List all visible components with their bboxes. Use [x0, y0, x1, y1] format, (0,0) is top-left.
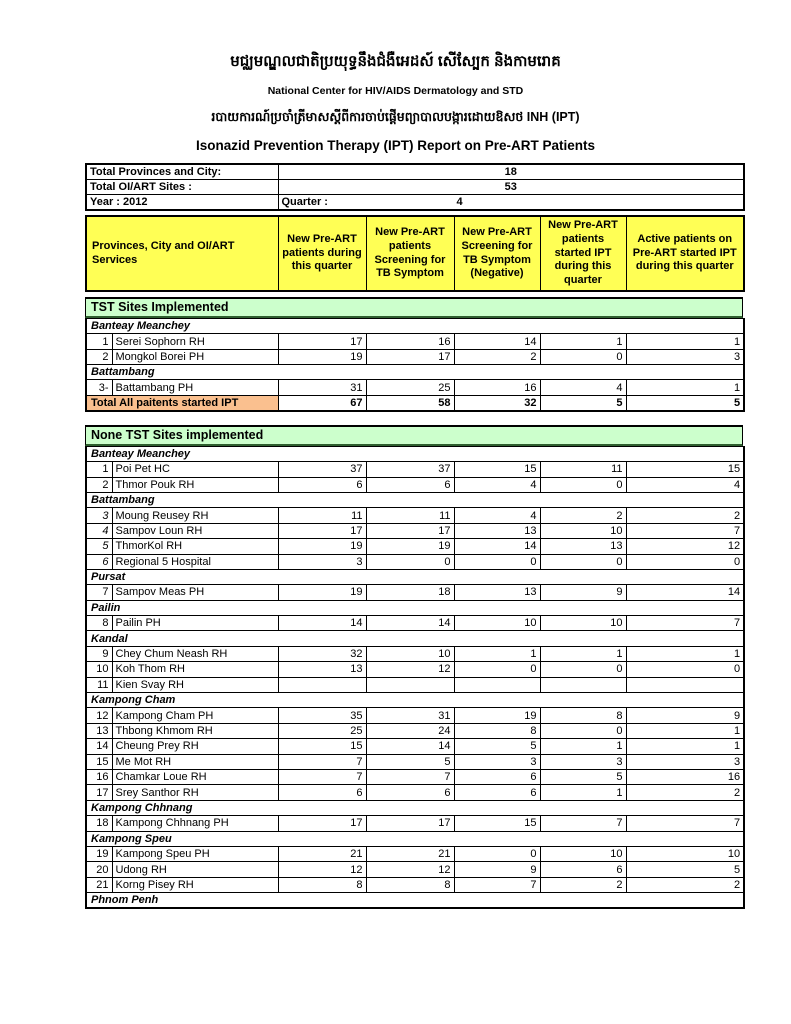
value-cell: 9 — [454, 862, 540, 877]
value-cell: 3 — [540, 754, 626, 769]
value-cell: 18 — [366, 585, 454, 600]
value-cell: 21 — [278, 846, 366, 861]
total-label: Total All paitents started IPT — [86, 395, 278, 410]
report-title-en: Isonazid Prevention Therapy (IPT) Report on Pre-ART Patients — [195, 138, 596, 153]
site-name: Thmor Pouk RH — [112, 477, 278, 492]
site-number: 7 — [86, 585, 112, 600]
value-cell: 14 — [626, 585, 744, 600]
site-name: Mongkol Borei PH — [112, 349, 278, 364]
site-row — [86, 862, 744, 877]
site-number: 10 — [86, 662, 112, 677]
value-cell: 16 — [366, 334, 454, 349]
province-name: Banteay Meanchey — [86, 446, 744, 461]
col-header-started-ipt: New Pre-ART patients started IPT during this quarter — [540, 216, 626, 291]
meta-row-provinces — [86, 164, 744, 179]
value-cell: 25 — [278, 723, 366, 738]
site-row — [86, 739, 744, 754]
site-name: Sampov Meas PH — [112, 585, 278, 600]
value-cell: 0 — [540, 723, 626, 738]
value-cell — [366, 677, 454, 692]
site-name: Kien Svay RH — [112, 677, 278, 692]
value-cell: 32 — [278, 646, 366, 661]
value-cell: 6 — [278, 477, 366, 492]
site-row — [86, 816, 744, 831]
section-table — [85, 446, 745, 909]
value-cell: 1 — [626, 739, 744, 754]
site-number: 2 — [86, 349, 112, 364]
value-cell: 7 — [366, 769, 454, 784]
site-name: Chey Chum Neash RH — [112, 646, 278, 661]
province-row — [86, 693, 744, 708]
site-number: 14 — [86, 739, 112, 754]
province-name: Kampong Cham — [86, 693, 744, 708]
value-cell: 1 — [540, 785, 626, 800]
total-sites-value: 53 — [278, 179, 744, 194]
value-cell: 12 — [626, 539, 744, 554]
province-row — [86, 631, 744, 646]
site-name: Korng Pisey RH — [112, 877, 278, 892]
province-name: Battambang — [86, 365, 744, 380]
report-content — [85, 163, 743, 909]
site-number: 8 — [86, 616, 112, 631]
total-provinces-label: Total Provinces and City: — [86, 164, 278, 179]
report-section — [85, 297, 743, 412]
value-cell: 0 — [540, 554, 626, 569]
site-number: 3- — [86, 380, 112, 395]
value-cell: 1 — [626, 723, 744, 738]
site-row — [86, 723, 744, 738]
site-row — [86, 462, 744, 477]
value-cell: 8 — [366, 877, 454, 892]
site-row — [86, 585, 744, 600]
site-name: Moung Reusey RH — [112, 508, 278, 523]
site-name: Poi Pet HC — [112, 462, 278, 477]
value-cell: 8 — [540, 708, 626, 723]
site-number: 3 — [86, 508, 112, 523]
spacer — [85, 412, 743, 425]
value-cell: 14 — [454, 334, 540, 349]
value-cell: 7 — [278, 769, 366, 784]
site-name: Regional 5 Hospital — [112, 554, 278, 569]
site-name: Koh Thom RH — [112, 662, 278, 677]
site-number: 17 — [86, 785, 112, 800]
province-row — [86, 318, 744, 333]
value-cell: 0 — [626, 662, 744, 677]
value-cell: 1 — [540, 334, 626, 349]
value-cell: 2 — [540, 508, 626, 523]
value-cell: 16 — [454, 380, 540, 395]
value-cell: 0 — [454, 662, 540, 677]
value-cell: 9 — [626, 708, 744, 723]
meta-row-sites — [86, 179, 744, 194]
value-cell: 10 — [626, 846, 744, 861]
value-cell: 12 — [278, 862, 366, 877]
total-provinces-value: 18 — [278, 164, 744, 179]
site-row — [86, 677, 744, 692]
section-table — [85, 318, 745, 412]
value-cell — [278, 677, 366, 692]
col-header-active-ipt: Active patients on Pre-ART started IPT during this quarter — [626, 216, 744, 291]
quarter-value: 4 — [456, 196, 463, 209]
value-cell: 10 — [454, 616, 540, 631]
total-value-cell: 32 — [454, 395, 540, 410]
site-name: Kampong Cham PH — [112, 708, 278, 723]
site-row — [86, 349, 744, 364]
site-name: Cheung Prey RH — [112, 739, 278, 754]
value-cell: 4 — [454, 477, 540, 492]
value-cell: 0 — [540, 477, 626, 492]
value-cell: 17 — [366, 349, 454, 364]
value-cell: 13 — [540, 539, 626, 554]
khmer-subtitle: របាយការណ៍ប្រចាំត្រីមាសស្តីពីការចាប់ផ្តើមព្យាបាលបង្ការដោយឱសថ INH (IPT) — [211, 110, 580, 124]
province-row — [86, 800, 744, 815]
value-cell: 12 — [366, 662, 454, 677]
value-cell: 0 — [454, 846, 540, 861]
value-cell — [540, 677, 626, 692]
value-cell: 14 — [454, 539, 540, 554]
value-cell: 17 — [278, 523, 366, 538]
site-number: 21 — [86, 877, 112, 892]
value-cell: 10 — [540, 846, 626, 861]
report-header — [0, 0, 791, 153]
site-row — [86, 334, 744, 349]
site-number: 13 — [86, 723, 112, 738]
value-cell: 37 — [278, 462, 366, 477]
value-cell: 7 — [626, 816, 744, 831]
value-cell: 1 — [626, 334, 744, 349]
value-cell: 7 — [626, 616, 744, 631]
value-cell — [454, 677, 540, 692]
site-number: 9 — [86, 646, 112, 661]
site-number: 5 — [86, 539, 112, 554]
value-cell: 0 — [454, 554, 540, 569]
value-cell: 10 — [540, 523, 626, 538]
site-number: 19 — [86, 846, 112, 861]
value-cell: 11 — [278, 508, 366, 523]
site-row — [86, 477, 744, 492]
value-cell: 9 — [540, 585, 626, 600]
value-cell: 25 — [366, 380, 454, 395]
value-cell: 1 — [540, 739, 626, 754]
value-cell: 0 — [540, 662, 626, 677]
value-cell: 13 — [454, 585, 540, 600]
site-row — [86, 662, 744, 677]
province-row — [86, 893, 744, 908]
site-row — [86, 539, 744, 554]
value-cell: 19 — [454, 708, 540, 723]
col-header-screening-negative: New Pre-ART Screening for TB Symptom (Negative) — [454, 216, 540, 291]
value-cell: 16 — [626, 769, 744, 784]
value-cell: 7 — [278, 754, 366, 769]
site-number: 4 — [86, 523, 112, 538]
site-row — [86, 785, 744, 800]
site-row — [86, 754, 744, 769]
value-cell: 14 — [366, 739, 454, 754]
site-row — [86, 708, 744, 723]
value-cell: 10 — [366, 646, 454, 661]
total-value-cell: 5 — [540, 395, 626, 410]
value-cell: 13 — [454, 523, 540, 538]
value-cell: 2 — [626, 877, 744, 892]
site-row — [86, 769, 744, 784]
value-cell: 37 — [366, 462, 454, 477]
site-name: Kampong Chhnang PH — [112, 816, 278, 831]
site-number: 20 — [86, 862, 112, 877]
report-sections — [85, 297, 743, 909]
value-cell: 6 — [366, 477, 454, 492]
site-name: Me Mot RH — [112, 754, 278, 769]
value-cell: 19 — [278, 585, 366, 600]
value-cell: 8 — [278, 877, 366, 892]
value-cell: 2 — [454, 349, 540, 364]
value-cell: 17 — [278, 334, 366, 349]
site-number: 11 — [86, 677, 112, 692]
value-cell: 15 — [454, 816, 540, 831]
site-row — [86, 554, 744, 569]
site-number: 15 — [86, 754, 112, 769]
province-row — [86, 446, 744, 461]
value-cell: 7 — [626, 523, 744, 538]
province-name: Pursat — [86, 569, 744, 584]
value-cell: 0 — [366, 554, 454, 569]
value-cell: 12 — [366, 862, 454, 877]
value-cell: 5 — [540, 769, 626, 784]
site-name: Sampov Loun RH — [112, 523, 278, 538]
value-cell: 31 — [366, 708, 454, 723]
value-cell: 7 — [540, 816, 626, 831]
value-cell: 31 — [278, 380, 366, 395]
value-cell: 35 — [278, 708, 366, 723]
value-cell: 5 — [454, 739, 540, 754]
province-row — [86, 492, 744, 507]
site-name: Serei Sophorn RH — [112, 334, 278, 349]
quarter-cell — [278, 195, 744, 210]
value-cell: 5 — [626, 862, 744, 877]
province-row — [86, 365, 744, 380]
value-cell: 2 — [540, 877, 626, 892]
site-name: Pailin PH — [112, 616, 278, 631]
value-cell: 7 — [454, 877, 540, 892]
site-row — [86, 523, 744, 538]
value-cell: 19 — [278, 539, 366, 554]
province-name: Pailin — [86, 600, 744, 615]
province-row — [86, 831, 744, 846]
site-row — [86, 380, 744, 395]
value-cell: 6 — [278, 785, 366, 800]
col-header-new-preart: New Pre-ART patients during this quarter — [278, 216, 366, 291]
value-cell: 15 — [278, 739, 366, 754]
site-name: Thbong Khmom RH — [112, 723, 278, 738]
quarter-label: Quarter : — [281, 196, 328, 209]
site-number: 1 — [86, 462, 112, 477]
site-row — [86, 646, 744, 661]
value-cell: 0 — [540, 349, 626, 364]
value-cell: 15 — [454, 462, 540, 477]
value-cell — [626, 677, 744, 692]
report-section — [85, 425, 743, 909]
value-cell: 14 — [366, 616, 454, 631]
province-row — [86, 600, 744, 615]
province-row — [86, 569, 744, 584]
meta-table — [85, 163, 745, 211]
column-header-table — [85, 215, 745, 292]
value-cell: 24 — [366, 723, 454, 738]
value-cell: 2 — [626, 785, 744, 800]
org-name-en: National Center for HIV/AIDS Dermatology and STD — [267, 85, 524, 97]
value-cell: 4 — [540, 380, 626, 395]
value-cell: 17 — [366, 816, 454, 831]
value-cell: 5 — [366, 754, 454, 769]
value-cell: 15 — [626, 462, 744, 477]
value-cell: 3 — [278, 554, 366, 569]
province-name: Phnom Penh — [86, 893, 744, 908]
khmer-title: មជ្ឈមណ្ឌលជាតិប្រយុទ្ធនឹងជំងឺអេដស៍ សើស្បែក និងកាមរោគ — [230, 53, 561, 70]
site-name: Battambang PH — [112, 380, 278, 395]
value-cell: 6 — [454, 785, 540, 800]
province-name: Kampong Chhnang — [86, 800, 744, 815]
site-number: 16 — [86, 769, 112, 784]
province-name: Banteay Meanchey — [86, 318, 744, 333]
total-sites-label: Total OI/ART Sites : — [86, 179, 278, 194]
value-cell: 3 — [626, 349, 744, 364]
value-cell: 19 — [366, 539, 454, 554]
value-cell: 17 — [278, 816, 366, 831]
value-cell: 1 — [626, 646, 744, 661]
column-header-row — [86, 216, 744, 291]
value-cell: 8 — [454, 723, 540, 738]
col-header-services: Provinces, City and OI/ART Services — [86, 216, 278, 291]
value-cell: 1 — [626, 380, 744, 395]
year-label: Year : 2012 — [86, 195, 278, 210]
site-name: Kampong Speu PH — [112, 846, 278, 861]
section-title: None TST Sites implemented — [85, 425, 743, 446]
total-value-cell: 5 — [626, 395, 744, 410]
site-number: 18 — [86, 816, 112, 831]
total-value-cell: 67 — [278, 395, 366, 410]
site-row — [86, 846, 744, 861]
value-cell: 14 — [278, 616, 366, 631]
value-cell: 3 — [454, 754, 540, 769]
value-cell: 11 — [366, 508, 454, 523]
site-name: Udong RH — [112, 862, 278, 877]
site-row — [86, 877, 744, 892]
value-cell: 21 — [366, 846, 454, 861]
value-cell: 6 — [454, 769, 540, 784]
province-name: Kandal — [86, 631, 744, 646]
col-header-screening: New Pre-ART patients Screening for TB Symptom — [366, 216, 454, 291]
value-cell: 1 — [540, 646, 626, 661]
meta-row-year-quarter — [86, 195, 744, 210]
value-cell: 1 — [454, 646, 540, 661]
province-name: Battambang — [86, 492, 744, 507]
value-cell: 6 — [366, 785, 454, 800]
site-row — [86, 616, 744, 631]
total-row — [86, 395, 744, 410]
value-cell: 4 — [454, 508, 540, 523]
total-value-cell: 58 — [366, 395, 454, 410]
value-cell: 4 — [626, 477, 744, 492]
value-cell: 2 — [626, 508, 744, 523]
site-row — [86, 508, 744, 523]
value-cell: 6 — [540, 862, 626, 877]
value-cell: 11 — [540, 462, 626, 477]
site-number: 2 — [86, 477, 112, 492]
section-title: TST Sites Implemented — [85, 297, 743, 318]
value-cell: 13 — [278, 662, 366, 677]
site-name: Srey Santhor RH — [112, 785, 278, 800]
site-name: Chamkar Loue RH — [112, 769, 278, 784]
value-cell: 3 — [626, 754, 744, 769]
site-name: ThmorKol RH — [112, 539, 278, 554]
value-cell: 19 — [278, 349, 366, 364]
site-number: 12 — [86, 708, 112, 723]
value-cell: 17 — [366, 523, 454, 538]
site-number: 6 — [86, 554, 112, 569]
province-name: Kampong Speu — [86, 831, 744, 846]
value-cell: 0 — [626, 554, 744, 569]
value-cell: 10 — [540, 616, 626, 631]
site-number: 1 — [86, 334, 112, 349]
